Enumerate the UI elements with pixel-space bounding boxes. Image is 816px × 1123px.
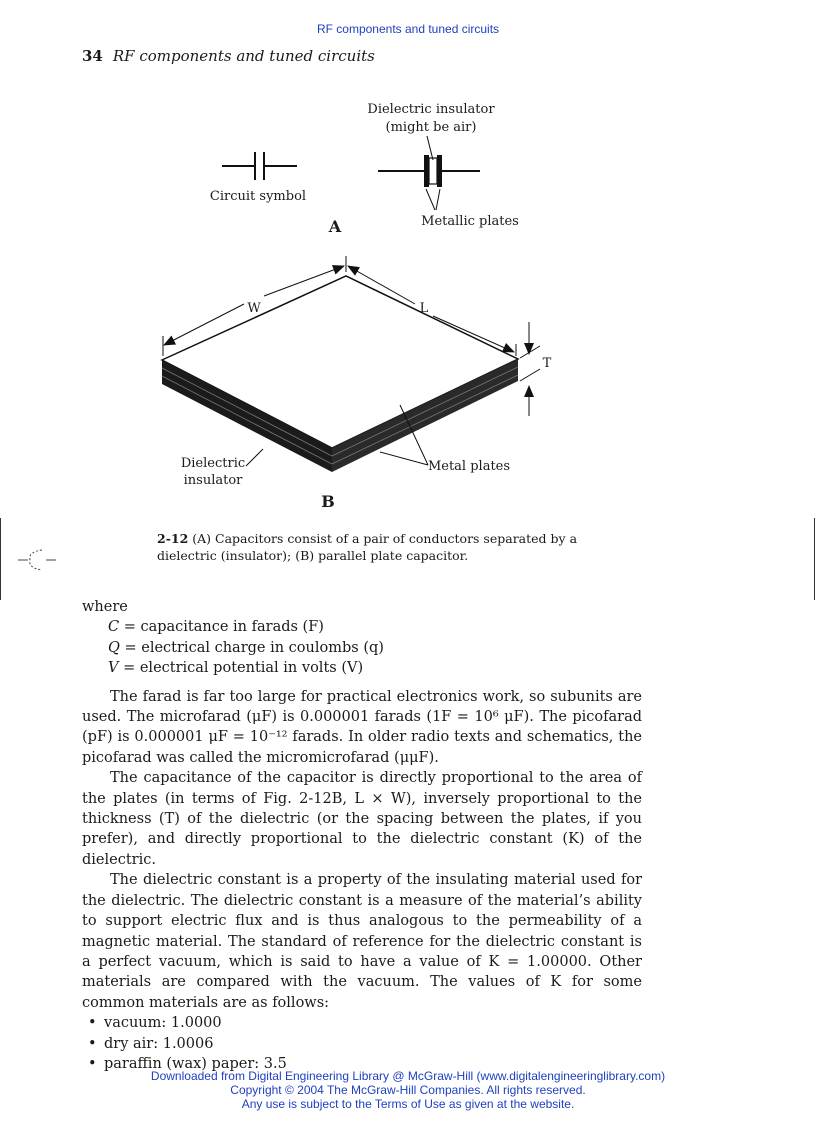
chapter-title: RF components and tuned circuits [112,47,375,65]
circuit-symbol-label: Circuit symbol [209,189,307,204]
page-number: 34 [82,47,103,65]
footer-terms-line: Any use is subject to the Terms of Use as given at the website. [241,1097,575,1111]
definition-text: = electrical potential in volts (V) [118,660,364,677]
capacitor-circuit-symbol [222,152,297,180]
dielectric-label-line1: Dielectric insulator [367,102,495,117]
paragraph-capacitance: The capacitance of the capacitor is directly proportional to the area of the plates (in terms of Fig. 2-12B, L × W), inversely proportional to the thickness (T) of the dielectric (or the spacing between the plates, if you prefer), and directly proportional to the dielectric constant (K) of the dielectric. [82,770,642,868]
body-text [82,597,642,1074]
width-label: W [247,301,261,316]
capacitor-physical-diagram [378,136,480,210]
figure-caption [157,530,597,564]
paragraph-dielectric: The dielectric constant is a property of the insulating material used for the dielectric. The dielectric constant is a measure of the material’s ability to support electric flux and is thus analogous to the permeability of a magnetic material. The standard of reference for the dielectric constant is a perfect vacuum, which is said to have a value of K = 1.00000. Other materials are compared with the vacuum. The values of K for some common materials are as follows: [82,872,642,1011]
variable-definitions [108,617,642,678]
definition-var: C [108,619,120,636]
metal-plates-label: Metal plates [427,459,511,474]
list-item: • dry air: 1.0006 [104,1034,642,1054]
definition-item [108,638,642,658]
definition-item [108,658,642,678]
caption-text: (A) Capacitors consist of a pair of conductors separated by a dielectric (insulator); (B) parallel plate capacitor. [157,531,578,563]
definition-item [108,617,642,637]
paragraph-farad: The farad is far too large for practical electronics work, so subunits are used. The microfarad (μF) is 0.000001 farads (1F = 10⁶ μF). The picofarad (pF) is 0.000001 μF = 10⁻¹² farads. In older radio texts and schematics, the picofarad was called the micromicrofarad (μμF). [82,688,642,766]
definition-var: Q [108,639,120,656]
footer-download-line: Downloaded from Digital Engineering Library @ McGraw-Hill (www.digitalengineeringlibrary.com) [150,1069,666,1083]
crop-mark-icon [16,548,60,572]
definition-var: V [108,660,119,677]
parallel-plate-capacitor [162,256,540,472]
metallic-plates-label: Metallic plates [421,214,519,229]
definition-text: = capacitance in farads (F) [119,619,324,636]
list-item: • paraffin (wax) paper: 3.5 [104,1054,642,1074]
figure-b-label: B [321,492,335,511]
footer [0,1069,816,1111]
left-page-edge [0,518,1,600]
definition-text: = electrical charge in coulombs (q) [119,639,384,656]
footer-copyright-line: Copyright © 2004 The McGraw-Hill Companies. All rights reserved. [230,1083,586,1097]
dielectric-constant-list [82,1013,642,1074]
where-label: where [82,599,128,615]
length-label: L [419,301,429,316]
figure-a-label: A [328,217,342,236]
dielectric-label-line2: (might be air) [385,120,477,135]
right-page-edge [814,518,815,600]
dielectric-b-label-line1: Dielectric [180,456,246,471]
figure-number: 2-12 [157,531,189,546]
capacitor-figure [0,0,816,520]
thickness-label: T [542,356,552,371]
list-item: • vacuum: 1.0000 [104,1013,642,1033]
dielectric-b-label-line2: insulator [183,473,243,488]
running-head: RF components and tuned circuits [316,22,500,36]
